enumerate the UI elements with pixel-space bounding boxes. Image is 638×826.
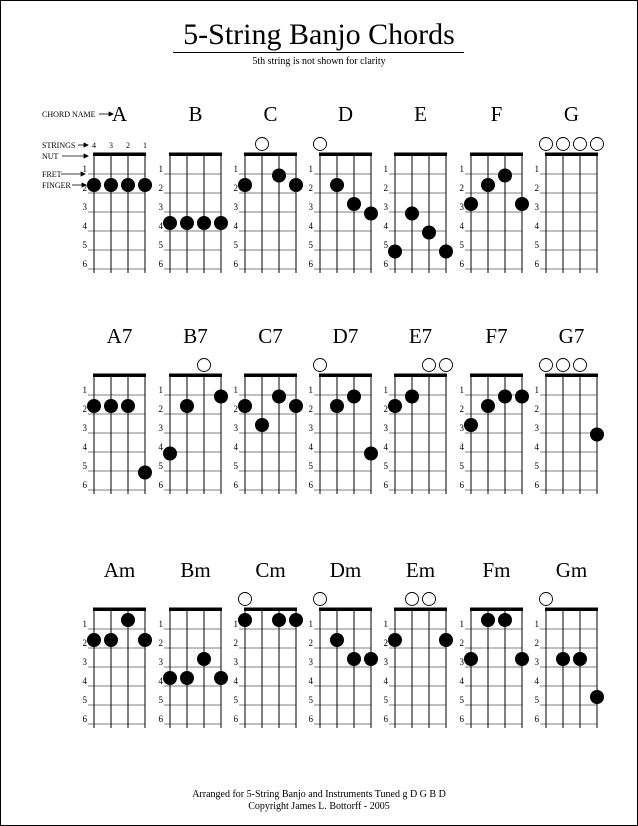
fret-number: 5 [158, 695, 163, 705]
finger-dot [364, 652, 378, 666]
finger-dot [104, 633, 118, 647]
fret-number: 6 [459, 714, 464, 724]
fret-number: 5 [308, 461, 313, 471]
fret-number: 2 [459, 404, 464, 414]
chord-bm [159, 558, 229, 728]
finger-dot [104, 178, 118, 192]
nut-bar [470, 374, 523, 378]
chord-name: Em [405, 558, 436, 582]
fret-number: 2 [534, 404, 539, 414]
fret-number: 3 [459, 423, 464, 433]
finger-dot [481, 613, 495, 627]
finger-dot [180, 399, 194, 413]
finger-dot [556, 652, 570, 666]
fret-number: 3 [383, 657, 388, 667]
finger-dot [214, 390, 228, 404]
fret-number: 1 [459, 619, 464, 629]
fret-number: 6 [233, 259, 238, 269]
chord-g [535, 102, 604, 273]
chord-name: B [188, 102, 203, 126]
chord-name: Gm [555, 558, 588, 582]
finger-dot [590, 690, 604, 704]
fret-number: 2 [383, 404, 388, 414]
nut-bar [394, 374, 447, 378]
finger-dot [439, 633, 453, 647]
finger-dot [330, 633, 344, 647]
open-string-marker [557, 138, 570, 151]
fret-number: 4 [383, 676, 388, 686]
chord-name: B7 [183, 324, 208, 348]
legend-arrow-head [84, 143, 88, 147]
chord-dm [309, 558, 379, 728]
finger-dot [272, 390, 286, 404]
fret-number: 6 [158, 714, 163, 724]
fret-number: 6 [82, 480, 87, 490]
finger-dot [347, 197, 361, 211]
fret-number: 2 [82, 183, 87, 193]
finger-dot [272, 169, 286, 183]
fret-number: 3 [308, 423, 313, 433]
fret-number: 4 [534, 442, 539, 452]
fret-number: 3 [82, 657, 87, 667]
fret-number: 4 [233, 442, 238, 452]
fret-number: 1 [82, 619, 87, 629]
finger-dot [255, 418, 269, 432]
fret-number: 1 [534, 385, 539, 395]
nut-bar [545, 608, 598, 612]
nut-bar [470, 153, 523, 157]
fret-number: 5 [158, 461, 163, 471]
finger-dot [214, 671, 228, 685]
fret-number: 4 [308, 442, 313, 452]
fret-number: 1 [459, 385, 464, 395]
finger-dot [515, 390, 529, 404]
fret-number: 6 [158, 259, 163, 269]
chord-fm [460, 558, 530, 728]
fret-number: 3 [534, 657, 539, 667]
fret-number: 3 [233, 202, 238, 212]
fret-number: 2 [82, 404, 87, 414]
fret-number: 4 [459, 442, 464, 452]
finger-dot [464, 197, 478, 211]
open-string-marker [314, 593, 327, 606]
fret-number: 5 [233, 695, 238, 705]
nut-bar [244, 374, 297, 378]
open-string-marker [423, 359, 436, 372]
nut-bar [169, 608, 222, 612]
legend-string-number: 4 [92, 141, 96, 150]
chord-f7 [460, 324, 530, 494]
fret-number: 3 [158, 423, 163, 433]
legend-string-number: 1 [143, 141, 147, 150]
fret-number: 3 [82, 202, 87, 212]
chord-c7 [234, 324, 304, 494]
chord-name: A [111, 102, 128, 126]
fret-number: 5 [233, 461, 238, 471]
legend-chord-name: CHORD NAME [42, 110, 96, 119]
fret-number: 6 [383, 480, 388, 490]
finger-dot [388, 245, 402, 259]
finger-dot [272, 613, 286, 627]
fret-number: 5 [459, 461, 464, 471]
finger-dot [197, 652, 211, 666]
finger-dot [121, 178, 135, 192]
fret-number: 3 [383, 202, 388, 212]
open-string-marker [198, 359, 211, 372]
nut-bar [169, 374, 222, 378]
fret-number: 3 [459, 657, 464, 667]
finger-dot [330, 399, 344, 413]
finger-dot [163, 216, 177, 230]
finger-dot [87, 178, 101, 192]
fret-number: 6 [158, 480, 163, 490]
fret-number: 5 [459, 240, 464, 250]
chord-name: Dm [329, 558, 362, 582]
finger-dot [573, 652, 587, 666]
open-string-marker [440, 359, 453, 372]
finger-dot [197, 216, 211, 230]
open-string-marker [574, 359, 587, 372]
fret-number: 3 [308, 202, 313, 212]
fret-number: 4 [308, 676, 313, 686]
fret-number: 5 [383, 695, 388, 705]
open-string-marker [314, 359, 327, 372]
open-string-marker [540, 138, 553, 151]
fret-number: 4 [383, 442, 388, 452]
finger-dot [498, 169, 512, 183]
fret-number: 3 [233, 423, 238, 433]
fret-number: 4 [158, 442, 163, 452]
finger-dot [238, 613, 252, 627]
legend-finger: FINGER [42, 181, 71, 190]
fret-number: 2 [383, 183, 388, 193]
fret-number: 6 [534, 259, 539, 269]
open-string-marker [574, 138, 587, 151]
finger-dot [347, 652, 361, 666]
fret-number: 1 [534, 619, 539, 629]
fret-number: 4 [158, 221, 163, 231]
fret-number: 3 [158, 657, 163, 667]
fret-number: 2 [158, 183, 163, 193]
fret-number: 5 [534, 240, 539, 250]
nut-bar [93, 374, 146, 378]
fret-number: 5 [308, 240, 313, 250]
fret-number: 6 [383, 259, 388, 269]
chord-e [384, 102, 454, 273]
fret-number: 5 [82, 695, 87, 705]
fret-number: 4 [233, 221, 238, 231]
finger-dot [347, 390, 361, 404]
fret-number: 1 [383, 619, 388, 629]
finger-dot [364, 447, 378, 461]
chord-name: Fm [482, 558, 511, 582]
chord-e7 [384, 324, 453, 494]
finger-dot [515, 197, 529, 211]
fret-number: 4 [82, 676, 87, 686]
chord-d7 [309, 324, 379, 494]
finger-dot [87, 633, 101, 647]
finger-dot [289, 178, 303, 192]
fret-number: 4 [308, 221, 313, 231]
chord-d [309, 102, 379, 273]
fret-number: 6 [82, 259, 87, 269]
fret-number: 4 [459, 221, 464, 231]
open-string-marker [406, 593, 419, 606]
finger-dot [498, 613, 512, 627]
finger-dot [590, 428, 604, 442]
fret-number: 5 [82, 461, 87, 471]
fret-number: 5 [383, 461, 388, 471]
nut-bar [545, 153, 598, 157]
fret-number: 3 [534, 202, 539, 212]
finger-dot [481, 178, 495, 192]
fret-number: 5 [82, 240, 87, 250]
fret-number: 1 [459, 164, 464, 174]
finger-dot [87, 399, 101, 413]
fret-number: 4 [82, 442, 87, 452]
fret-number: 4 [158, 676, 163, 686]
chord-c [234, 102, 304, 273]
chord-name: E [414, 102, 427, 126]
fret-number: 2 [459, 638, 464, 648]
fret-number: 2 [82, 638, 87, 648]
fret-number: 2 [308, 638, 313, 648]
open-string-marker [591, 138, 604, 151]
page-subtitle: 5th string is not shown for clarity [252, 56, 386, 67]
fret-number: 2 [158, 404, 163, 414]
fret-number: 2 [233, 404, 238, 414]
fret-number: 3 [459, 202, 464, 212]
chord-name: D [337, 102, 354, 126]
finger-dot [515, 652, 529, 666]
chord-b7 [159, 324, 229, 494]
nut-bar [394, 153, 447, 157]
chord-name: Am [103, 558, 136, 582]
fret-number: 5 [459, 695, 464, 705]
finger-dot [439, 245, 453, 259]
nut-bar [319, 374, 372, 378]
fret-number: 1 [158, 619, 163, 629]
fret-number: 4 [459, 676, 464, 686]
fret-number: 2 [383, 638, 388, 648]
fret-number: 6 [233, 714, 238, 724]
fret-number: 1 [233, 619, 238, 629]
chord-name: C [263, 102, 278, 126]
finger-dot [180, 671, 194, 685]
nut-bar [319, 153, 372, 157]
chord-name: C7 [258, 324, 283, 348]
fret-number: 5 [383, 240, 388, 250]
open-string-marker [314, 138, 327, 151]
fret-number: 1 [82, 385, 87, 395]
fret-number: 3 [534, 423, 539, 433]
fret-number: 1 [233, 164, 238, 174]
fret-number: 6 [459, 259, 464, 269]
open-string-marker [256, 138, 269, 151]
fret-number: 2 [459, 183, 464, 193]
chord-name: A7 [106, 324, 133, 348]
fret-number: 2 [233, 638, 238, 648]
fret-number: 4 [534, 676, 539, 686]
legend-string-number: 3 [109, 141, 113, 150]
chord-g7 [535, 324, 605, 494]
chord-a7 [83, 324, 153, 494]
page-title: 5-String Banjo Chords [183, 18, 455, 51]
finger-dot [289, 613, 303, 627]
finger-dot [330, 178, 344, 192]
chord-name: Cm [255, 558, 286, 582]
fret-number: 1 [308, 619, 313, 629]
footer-arrangement: Arranged for 5-String Banjo and Instruments Tuned g D G B D [192, 789, 446, 800]
finger-dot [388, 633, 402, 647]
fret-number: 1 [534, 164, 539, 174]
chord-gm [535, 558, 605, 728]
fret-number: 5 [233, 240, 238, 250]
finger-dot [464, 418, 478, 432]
fret-number: 2 [158, 638, 163, 648]
fret-number: 5 [534, 695, 539, 705]
fret-number: 5 [534, 461, 539, 471]
nut-bar [394, 608, 447, 612]
fret-number: 3 [82, 423, 87, 433]
nut-bar [169, 153, 222, 157]
finger-dot [481, 399, 495, 413]
nut-bar [244, 153, 297, 157]
finger-dot [138, 178, 152, 192]
open-string-marker [239, 593, 252, 606]
legend-fret: FRET [42, 170, 62, 179]
finger-dot [422, 226, 436, 240]
nut-bar [470, 608, 523, 612]
fret-number: 1 [233, 385, 238, 395]
chord-em [384, 558, 454, 728]
fret-number: 6 [308, 714, 313, 724]
legend-string-number: 2 [126, 141, 130, 150]
chord-name: Bm [180, 558, 211, 582]
fret-number: 1 [158, 164, 163, 174]
footer-copyright: Copyright James L. Bottorff - 2005 [248, 801, 390, 812]
finger-dot [289, 399, 303, 413]
finger-dot [238, 178, 252, 192]
chord-a [83, 102, 153, 273]
fret-number: 2 [534, 183, 539, 193]
fret-number: 3 [158, 202, 163, 212]
fret-number: 3 [308, 657, 313, 667]
finger-dot [364, 207, 378, 221]
finger-dot [388, 399, 402, 413]
fret-number: 4 [82, 221, 87, 231]
finger-dot [121, 399, 135, 413]
finger-dot [464, 652, 478, 666]
finger-dot [180, 216, 194, 230]
fret-number: 6 [534, 714, 539, 724]
fret-number: 1 [308, 385, 313, 395]
fret-number: 1 [82, 164, 87, 174]
fret-number: 2 [308, 183, 313, 193]
fret-number: 5 [158, 240, 163, 250]
open-string-marker [557, 359, 570, 372]
nut-bar [319, 608, 372, 612]
finger-dot [121, 613, 135, 627]
fret-number: 4 [534, 221, 539, 231]
fret-number: 1 [158, 385, 163, 395]
nut-bar [244, 608, 297, 612]
legend-nut: NUT [42, 152, 59, 161]
fret-number: 2 [308, 404, 313, 414]
open-string-marker [540, 593, 553, 606]
chord-cm [234, 558, 304, 728]
nut-bar [93, 153, 146, 157]
fret-number: 1 [383, 385, 388, 395]
finger-dot [104, 399, 118, 413]
fret-number: 6 [308, 259, 313, 269]
fret-number: 6 [82, 714, 87, 724]
fret-number: 1 [383, 164, 388, 174]
finger-dot [138, 633, 152, 647]
fret-number: 6 [308, 480, 313, 490]
chord-name: D7 [332, 324, 359, 348]
chord-name: G [563, 102, 580, 126]
chord-name: F7 [485, 324, 508, 348]
fret-number: 6 [534, 480, 539, 490]
fret-number: 1 [308, 164, 313, 174]
chord-name: F [490, 102, 503, 126]
fret-number: 5 [308, 695, 313, 705]
finger-dot [163, 447, 177, 461]
fret-number: 6 [233, 480, 238, 490]
chord-name: G7 [558, 324, 585, 348]
fret-number: 4 [233, 676, 238, 686]
chord-am [83, 558, 153, 728]
nut-bar [93, 608, 146, 612]
fret-number: 2 [534, 638, 539, 648]
fret-number: 6 [383, 714, 388, 724]
finger-dot [238, 399, 252, 413]
legend-strings: STRINGS [42, 141, 76, 150]
fret-number: 6 [459, 480, 464, 490]
finger-dot [498, 390, 512, 404]
open-string-marker [540, 359, 553, 372]
nut-bar [545, 374, 598, 378]
fret-number: 2 [233, 183, 238, 193]
chord-name: E7 [408, 324, 433, 348]
fret-number: 3 [383, 423, 388, 433]
fret-number: 3 [233, 657, 238, 667]
finger-dot [163, 671, 177, 685]
fret-number: 4 [383, 221, 388, 231]
finger-dot [405, 390, 419, 404]
open-string-marker [423, 593, 436, 606]
chord-b [159, 102, 229, 273]
chord-f [460, 102, 530, 273]
finger-dot [138, 466, 152, 480]
finger-dot [214, 216, 228, 230]
legend-arrow-head [84, 154, 88, 158]
finger-dot [405, 207, 419, 221]
